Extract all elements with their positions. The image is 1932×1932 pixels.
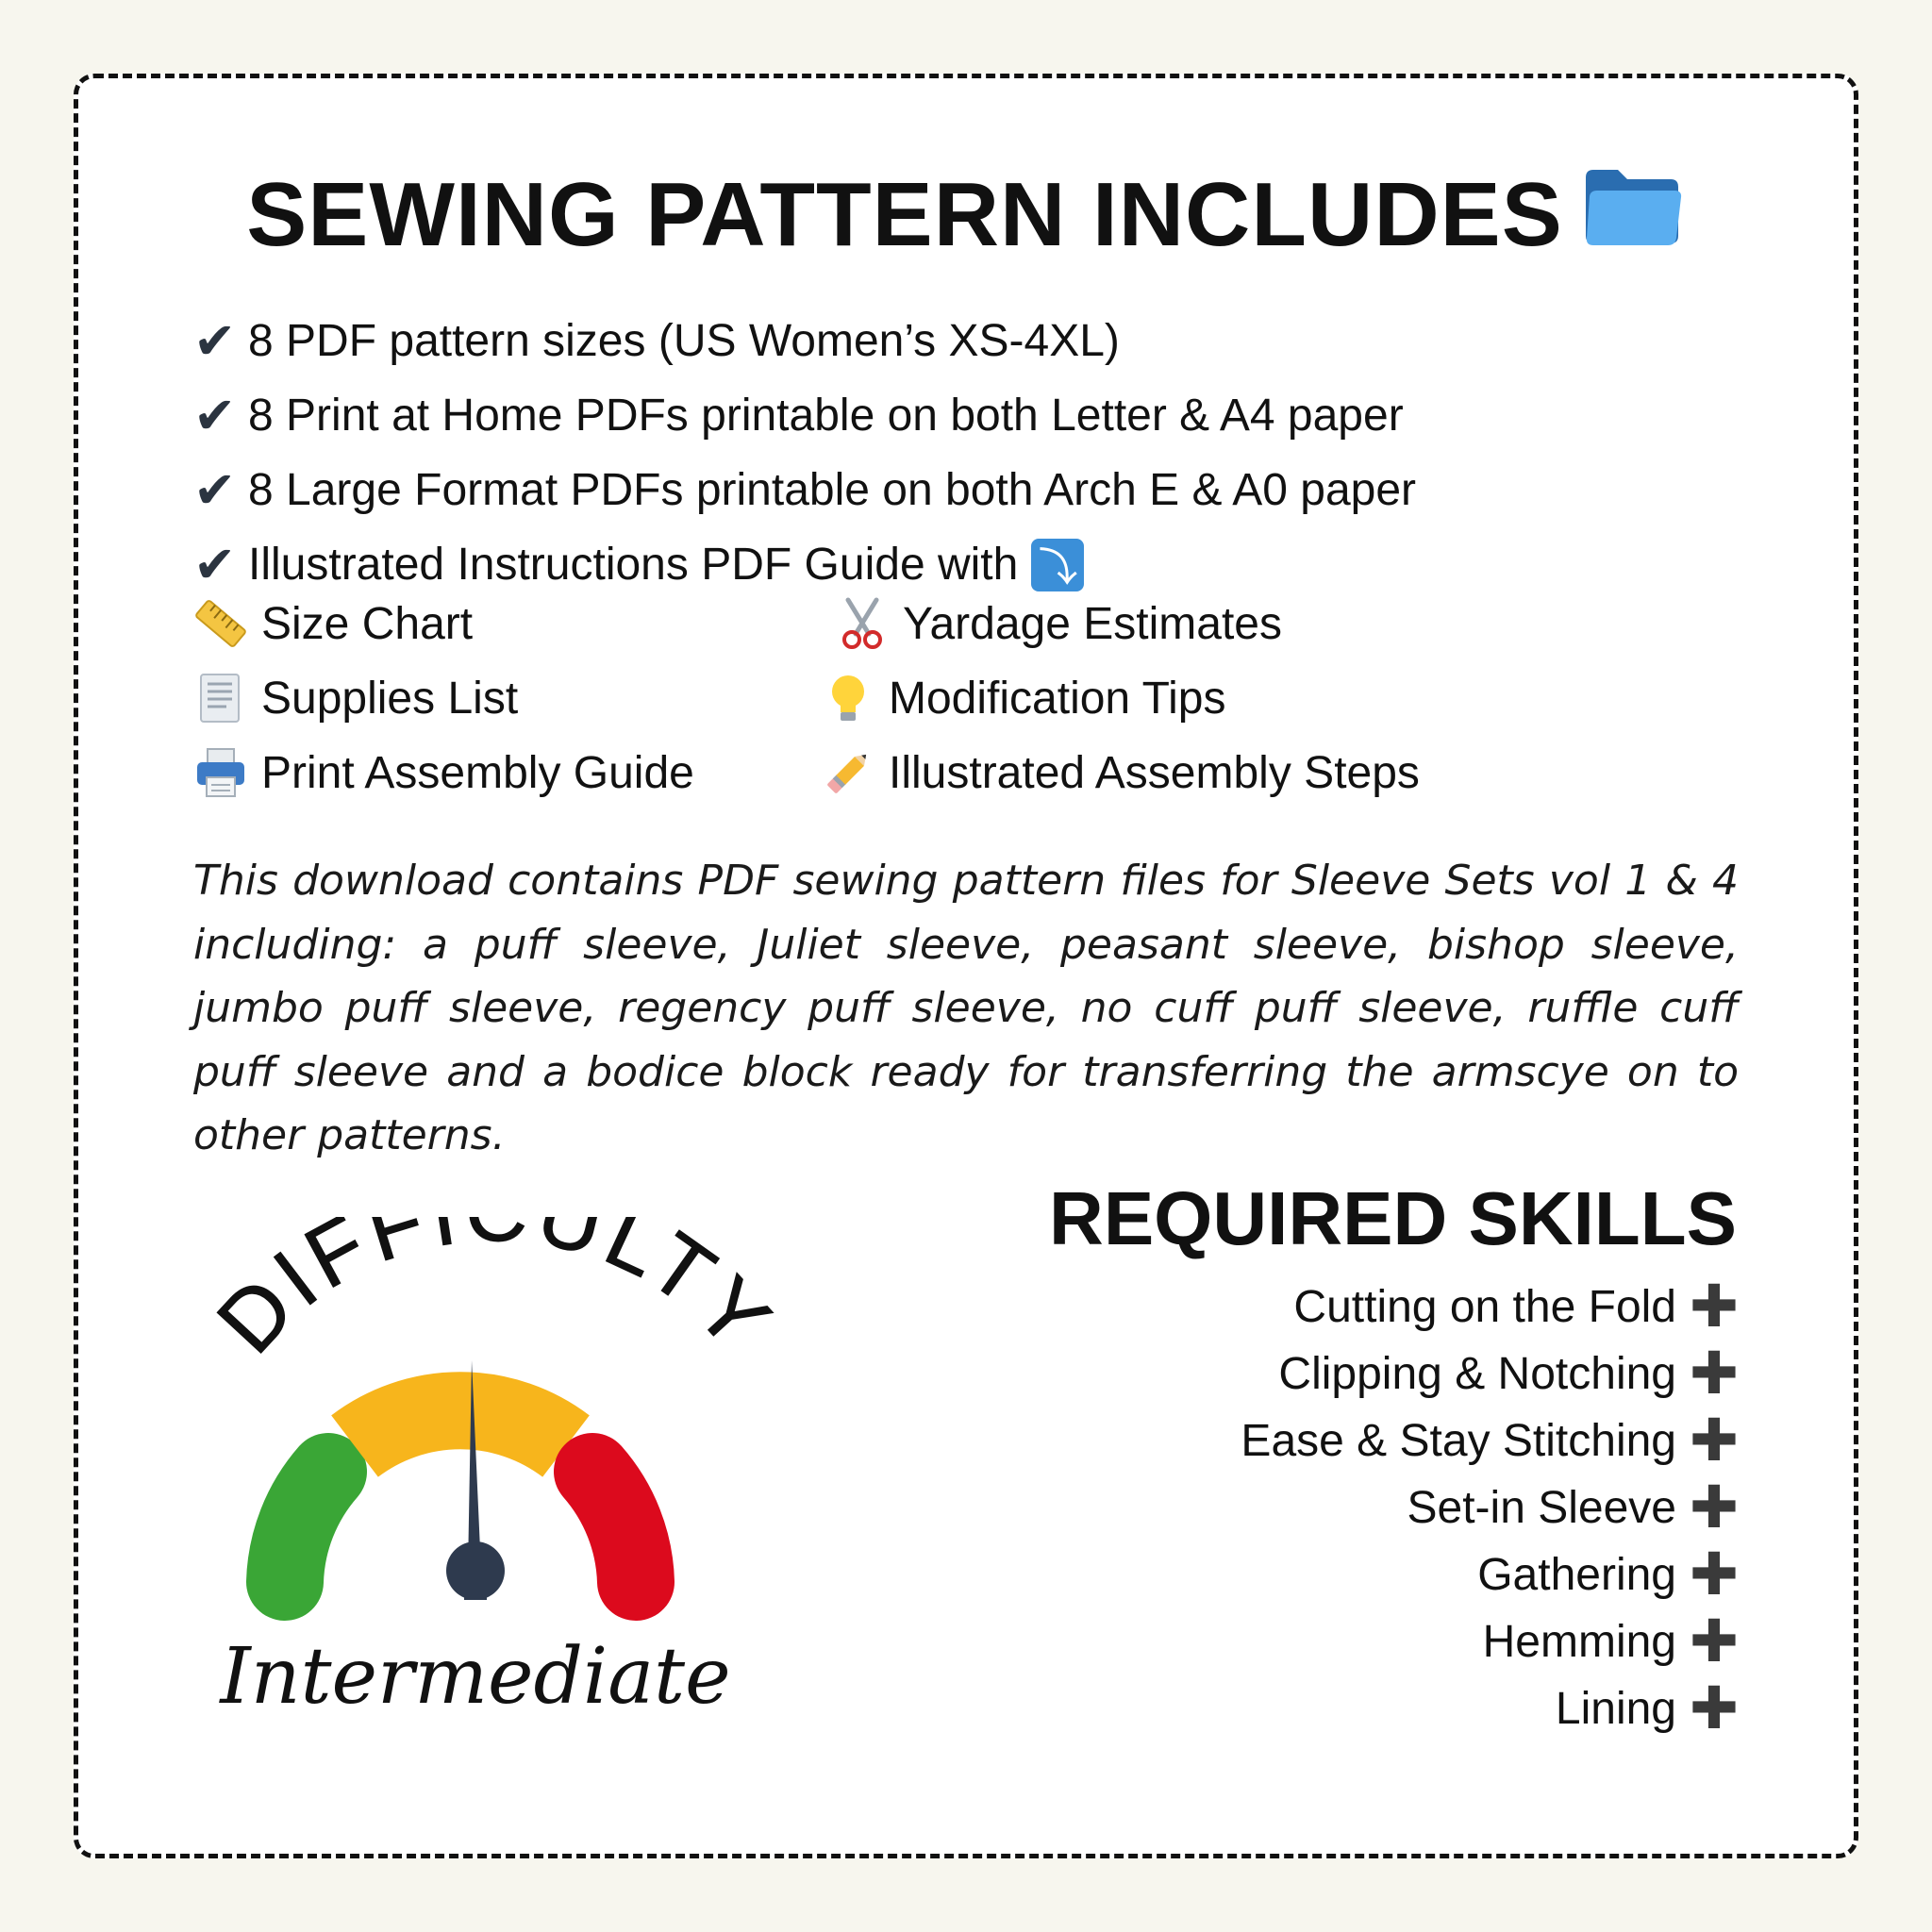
required-skills-title: REQUIRED SKILLS bbox=[1049, 1176, 1737, 1260]
includes-item-text: 8 Large Format PDFs printable on both Arch E & A0 paper bbox=[248, 465, 1417, 515]
scroll-icon bbox=[193, 671, 248, 725]
skill-label: Clipping & Notching bbox=[1278, 1349, 1676, 1399]
includes-item-text: 8 Print at Home PDFs printable on both Letter & A4 paper bbox=[248, 391, 1404, 441]
skill-item bbox=[1241, 1407, 1737, 1474]
includes-item-text: 8 PDF pattern sizes (US Women’s XS-4XL) bbox=[248, 316, 1120, 366]
difficulty-heading: DIFF ULTY bbox=[199, 1217, 791, 1372]
skill-label: Cutting on the Fold bbox=[1293, 1282, 1676, 1332]
guide-item-supplies bbox=[193, 671, 518, 725]
guide-item-label: Size Chart bbox=[261, 598, 474, 649]
skill-item bbox=[1241, 1341, 1737, 1407]
skill-item bbox=[1241, 1675, 1737, 1742]
guide-item-modification bbox=[821, 671, 1226, 725]
checkmark-icon: ✔ bbox=[193, 313, 237, 370]
guide-item-label: Yardage Estimates bbox=[903, 598, 1282, 649]
guide-item-label: Print Assembly Guide bbox=[261, 747, 694, 798]
scissors-icon bbox=[835, 596, 890, 651]
skill-item bbox=[1241, 1474, 1737, 1541]
required-skills-list bbox=[1241, 1274, 1737, 1742]
guide-item-print-assembly bbox=[193, 745, 694, 800]
difficulty-level: Intermediate bbox=[220, 1632, 731, 1722]
plus-icon: ✚ bbox=[1690, 1675, 1739, 1741]
pencil-icon bbox=[821, 745, 875, 800]
plus-icon: ✚ bbox=[1690, 1541, 1739, 1607]
plus-icon: ✚ bbox=[1690, 1474, 1739, 1541]
includes-item bbox=[193, 378, 1416, 453]
arrow-down-icon: ⤵ bbox=[1031, 539, 1084, 591]
page-title bbox=[0, 164, 1932, 266]
guide-item-yardage bbox=[835, 596, 1282, 651]
gauge-segment-hard bbox=[592, 1472, 636, 1582]
guide-item-label: Supplies List bbox=[261, 673, 519, 724]
plus-icon: ✚ bbox=[1690, 1608, 1739, 1674]
guide-item-assembly-steps bbox=[821, 745, 1420, 800]
checkmark-icon: ✔ bbox=[193, 388, 237, 444]
plus-icon: ✚ bbox=[1690, 1407, 1739, 1474]
checkmark-icon: ✔ bbox=[193, 537, 237, 593]
pattern-description: This download contains PDF sewing pattern files for Sleeve Sets vol 1 & 4 including: a puff sleeve, Juliet sleeve, peasant sleeve, bishop sleeve, jumbo puff sleeve, regency puff sleeve, no cuff puff sleeve, ruffle cuff puff sleeve and a bodice block ready for transferring the armscye on to other patterns. bbox=[193, 857, 1739, 1159]
plus-icon: ✚ bbox=[1690, 1341, 1739, 1407]
skill-label: Gathering bbox=[1477, 1550, 1676, 1600]
gauge-base bbox=[464, 1575, 487, 1600]
lightbulb-icon bbox=[821, 671, 875, 725]
skill-item bbox=[1241, 1274, 1737, 1341]
gauge-segment-easy bbox=[285, 1472, 328, 1582]
guide-item-label: Modification Tips bbox=[889, 673, 1226, 724]
skill-item bbox=[1241, 1608, 1737, 1675]
guide-item-label: Illustrated Assembly Steps bbox=[889, 747, 1420, 798]
includes-item bbox=[193, 527, 1416, 602]
plus-icon: ✚ bbox=[1690, 1274, 1739, 1340]
skill-label: Ease & Stay Stitching bbox=[1241, 1416, 1676, 1466]
skill-item bbox=[1241, 1541, 1737, 1608]
skill-label: Lining bbox=[1555, 1684, 1676, 1734]
difficulty-gauge bbox=[189, 1217, 792, 1731]
includes-item-text: Illustrated Instructions PDF Guide with bbox=[248, 540, 1019, 590]
checkmark-icon: ✔ bbox=[193, 462, 237, 519]
title-text: SEWING PATTERN INCLUDES bbox=[246, 164, 1563, 265]
gauge-segment-medium bbox=[355, 1410, 566, 1446]
includes-list bbox=[193, 304, 1416, 602]
includes-item bbox=[193, 453, 1416, 527]
includes-item bbox=[193, 304, 1416, 378]
folder-icon bbox=[1580, 164, 1686, 266]
skill-label: Hemming bbox=[1482, 1617, 1676, 1667]
skill-label: Set-in Sleeve bbox=[1407, 1483, 1676, 1533]
printer-icon bbox=[193, 745, 248, 800]
guide-item-size-chart bbox=[193, 596, 473, 651]
ruler-icon bbox=[193, 596, 248, 651]
